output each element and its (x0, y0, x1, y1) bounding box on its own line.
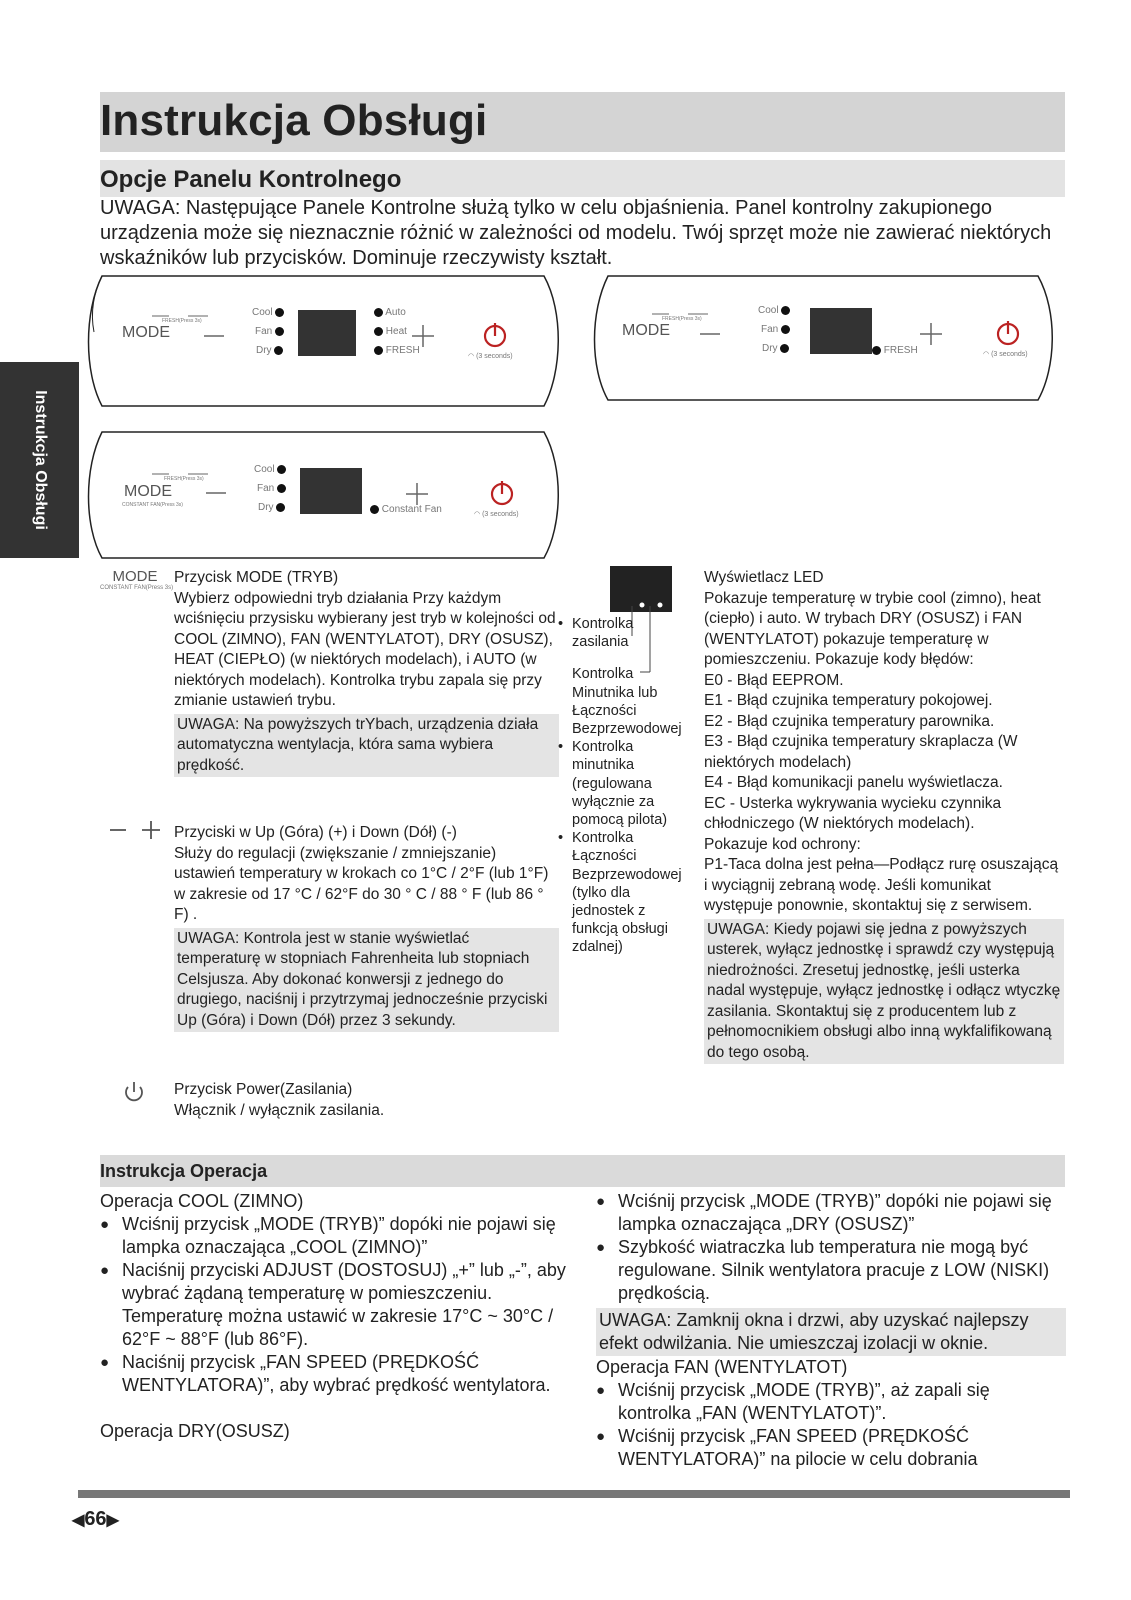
control-panel-2: FRESH(Press 3s) MODE Cool Fan Dry FRESH ◠ (3 seconds) (590, 272, 1065, 404)
minus-plus-icon (108, 820, 162, 845)
power-icon (122, 1080, 146, 1109)
list-item: ● Wciśnij przycisk „MODE (TRYB)”, aż zapali się kontrolka „FAN (WENTYLATOT)”. (596, 1379, 1066, 1425)
led-display (810, 308, 872, 354)
led-description: Wyświetlacz LED Pokazuje temperaturę w trybie cool (zimno), heat (ciepło) i auto. W trybach DRY (OSUSZ) i FAN (WENTYLATOT) pokazuje temperaturę w pomieszczeniu. Pokazuje kody błędów: E0 - Błąd EEPROM. E1 - Błąd czujnika temperatury pokojowej. E2 - Błąd czujnika temperatury parownika. E3 - Błąd czujnika temperatury skraplacza (W niektórych modelach) E4 - Błąd komunikacji panelu wyświetlacza. EC - Usterka wykrywania wycieku czynnika chłodniczego (W niektórych modelach). Pokazuje kod ochrony: P1-Taca dolna jest pełna—Podłącz rurę osuszającą i wyciągnij zebraną wodę. Jeśli komunikat występuje ponownie, skontaktuj się z serwisem. UWAGA: Kiedy pojawi się jedna z powyższych usterek, wyłącz jednostkę i sprawdź czy występują niedrożności. Zresetuj jednostkę, jeśli usterka nadal występuje, wyłącz jednostkę i odłącz wtyczkę zasilania. Skontaktuj się z producentem lub z pełnomocnikiem obsługi albo inną wykfalifikowaną do tego osobą. (704, 568, 1064, 1064)
mode-label: MODE (122, 324, 170, 341)
cool-heading: Operacja COOL (ZIMNO) (100, 1191, 304, 1211)
list-item: ● Wciśnij przycisk „MODE (TRYB)” dopóki nie pojawi się lampka oznaczająca „COOL (ZIMNO)” (100, 1213, 570, 1259)
mode-icon: MODE CONSTANT FAN(Press 3s) (100, 568, 174, 591)
page-number: ◀66▶ (72, 1508, 119, 1530)
dry-note: UWAGA: Zamknij okna i drzwi, aby uzyskać najlepszy efekt odwilżania. Nie umieszczaj izolacji w oknie. (596, 1308, 1066, 1356)
led-display (300, 468, 362, 514)
list-item: ● Wciśnij przycisk „FAN SPEED (PRĘDKOŚĆ WENTYLATORA)” na pilocie w celu dobrania (596, 1425, 1066, 1471)
side-tab-label: Instrukcja Obsługi (32, 390, 49, 530)
mode-label: MODE (622, 322, 670, 339)
mode-label: MODE (124, 483, 172, 500)
footer-bar (78, 1490, 1070, 1498)
section-intro: UWAGA: Następujące Panele Kontrolne służą tylko w celu objaśnienia. Panel kontrolny zakupionego urządzenia może się nieznacznie różnić w zależności od modelu. Twój sprzęt może nie zawierać niektórych wskaźników lub przycisków. Dominuje rzeczywisty kształt. (100, 197, 1052, 269)
list-item: ● Naciśnij przyciski ADJUST (DOSTOSUJ) „+” lub „-”, aby wybrać żądaną temperaturę w pomieszczeniu. Temperaturę można ustawić w zakresie 17°C ~ 30°C / 62°F ~ 88°F (lub 86°F). (100, 1259, 570, 1351)
section-title: Opcje Panelu Kontrolnego (100, 166, 402, 193)
fan-heading: Operacja FAN (WENTYLATOT) (596, 1357, 848, 1377)
control-panel-3: FRESH(Press 3s) MODE CONSTANT FAN(Press 3s) Cool Fan Dry Constant Fan ◠ (3 seconds) (84, 428, 574, 562)
operation-right-column (596, 1190, 1066, 1471)
control-panel-1: FRESH(Press 3s) MODE Cool Fan Dry Auto Heat FRESH ◠ (3 seconds) (84, 272, 574, 410)
mode-description: Przycisk MODE (TRYB) Wybierz odpowiedni tryb działania Przy każdym wciśnięciu przysisku wybierany jest tryb w kolejności od COOL (ZIMNO), FAN (WENTYLATOT), DRY (OSUSZ), HEAT (CIEPŁO) (w niektórych modelach), i AUTO (w niektórych modelach). Kontrolka trybu zapala się przy zmianie ustawień trybu. UWAGA: Na powyższych trYbach, urządzenia działa automatyczna wentylacja, która sama wybiera prędkość. (174, 568, 559, 777)
dry-heading: Operacja DRY(OSUSZ) (100, 1421, 290, 1441)
list-item: ● Naciśnij przycisk „FAN SPEED (PRĘDKOŚĆ WENTYLATORA)”, aby wybrać prędkość wentylatora. (100, 1351, 570, 1397)
led-display (298, 310, 356, 356)
operation-left-column (100, 1190, 570, 1443)
list-item: ● Szybkość wiatraczka lub temperatura nie mogą być regulowane. Silnik wentylatora pracuje z LOW (NISKI) prędkością. (596, 1236, 1066, 1305)
prev-arrow-icon: ◀ (72, 1512, 85, 1529)
indicator-list: • Kontrolka zasilania Kontrolka Minutnika lub Łączności Bezprzewodowej • Kontrolka minutnika (regulowana wyłącznie za pomocą pilota) • Kontrolka Łączności Bezprzewodowej (tylko dla jednostek z funkcją obsługi zdalnej) (558, 616, 682, 956)
next-arrow-icon: ▶ (106, 1512, 119, 1529)
operation-title: Instrukcja Operacja (100, 1161, 268, 1181)
updown-description: Przyciski w Up (Góra) (+) i Down (Dół) (-) Służy do regulacji (zwiększanie / zmniejszanie) ustawień temperatury w krokach co 1°C / 2°F (lub 1°F) w zakresie od 17 °C / 62°F do 30 ° C / 88 ° F (lub 86 ° F) . UWAGA: Kontrola jest w stanie wyświetlać temperaturę w stopniach Fahrenheita lub stopniach Celsjusza. Aby dokonać konwersji z jednego do drugiego, naciśnij i przytrzymaj jednocześnie przyciski Up (Góra) i Down (Dół) przez 3 sekundy. (174, 823, 559, 1032)
page-title: Instrukcja Obsługi (100, 96, 488, 145)
power-description: Przycisk Power(Zasilania) Włącznik / wyłącznik zasilania. (174, 1081, 385, 1119)
list-item: ● Wciśnij przycisk „MODE (TRYB)” dopóki nie pojawi się lampka oznaczająca „DRY (OSUSZ)” (596, 1190, 1066, 1236)
